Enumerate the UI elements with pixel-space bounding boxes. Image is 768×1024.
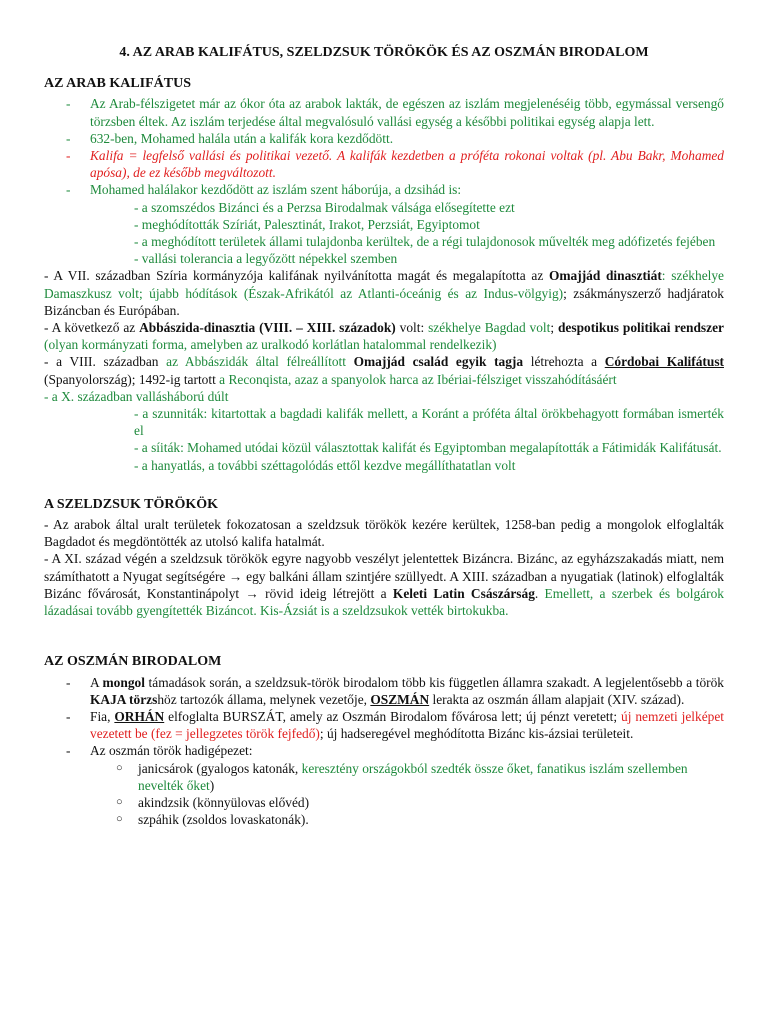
document-page — [44, 44, 724, 828]
bullet-item — [44, 794, 724, 811]
text-run: A — [90, 674, 103, 690]
section-heading-arab: AZ ARAB KALIFÁTUS — [44, 76, 192, 92]
text-run: elfoglalta BURSZÁT, amely az Oszmán Birodalom fővárosa lett; új pénzt veretett; — [164, 708, 621, 724]
paragraph-text: Kalifa = legfelső vallási és politikai vezető. A kalifák kezdetben a próféta rokonai voltak (pl. Abu Bakr, Mohamed apósa), de ez később megváltozott. — [90, 148, 724, 181]
text-run: Fia, — [90, 708, 115, 724]
text-run: - A következő az — [44, 320, 140, 336]
text-run: (olyan kormányzati forma, amelyben az uralkodó korlátlan hatalommal rendelkezik) — [44, 337, 497, 353]
dash-marker: - — [66, 182, 71, 198]
bullet-text — [138, 760, 724, 794]
paragraph — [44, 353, 724, 387]
text-run: (fez = jellegzetes török fejfedő) — [147, 726, 320, 742]
dash-marker: - — [66, 708, 71, 724]
sub-item: - vallási tolerancia a legyőzött népekkel szemben — [134, 251, 398, 267]
bold-term: Omajjád család egyik tagja — [345, 354, 524, 370]
text-run: ) — [209, 777, 215, 793]
circle-bullet-icon: ○ — [116, 761, 123, 774]
text-run: Emellett, a szerbek és bolgárok lázadásai tovább gyengítették Bizáncot. Kis-Ázsiát is a szeldzsukok vették birtokukba. — [44, 585, 724, 619]
text-run: - a VIII. században — [44, 354, 167, 370]
bold-term: Keleti Latin Császárság — [392, 585, 535, 601]
text-run: ; új hadseregével meghódította Bizánc kis-ázsiai területeit. — [319, 726, 634, 742]
text-run: . — [534, 585, 545, 601]
dash-marker: - — [66, 148, 71, 164]
text-run: - A VII. században Szíria kormányzója kalifának nyilvánította magát és megalapította az — [44, 268, 549, 284]
text-run: székhelye Bagdad volt — [428, 320, 551, 336]
list-item — [44, 708, 724, 742]
text-run: új nemzeti jelképet vezetett be — [90, 708, 724, 742]
sub-item: - a síiták: Mohamed utódai közül választottak kalifát és Egyiptomban megalapították a Fátimidák Kalifátusát. — [134, 440, 722, 456]
text-run: ; zsákmányszerző hadjáratok Bizáncban és Európában. — [44, 285, 724, 318]
list-item — [44, 95, 724, 129]
bold-term: mongol — [102, 674, 145, 690]
text-run: támadások során, a szeldzsuk-török birodalom több kis független államra szakadt. A legjelentősebb a török — [144, 674, 725, 690]
bold-term: OSZMÁN — [370, 691, 430, 707]
bullet-item — [44, 760, 724, 794]
text-run: : székhelye Damaszkusz volt; újabb hódítások (Észak-Afrikától az Atlanti-óceánig és az Indus-völgyig) — [44, 268, 725, 301]
bold-term: KAJA törzs — [90, 691, 158, 707]
paragraph-text — [90, 674, 724, 708]
dash-marker: - — [66, 96, 71, 112]
paragraph: - a X. században vallásháború dúlt — [44, 388, 229, 404]
text-run: a Reconqista, azaz a spanyolok harca az Ibériai-félsziget visszahódításáért — [219, 371, 617, 387]
paragraph — [44, 267, 724, 319]
page-title: 4. AZ ARAB KALIFÁTUS, SZELDZSUK TÖRÖKÖK ÉS AZ OSZMÁN BIRODALOM — [119, 45, 649, 60]
paragraph: - Az arabok által uralt területek fokozatosan a szeldzsuk törökök kezére kerültek, 1258-ban pedig a mongolok elfoglalták Bagdadot és megdöntötték az utolsó kalifa hatalmát. — [44, 517, 724, 550]
section-heading-seljuk: A SZELDZSUK TÖRÖKÖK — [44, 496, 219, 512]
bold-term: ORHÁN — [114, 708, 165, 724]
paragraph-text: Az Arab-félszigetet már az ókor óta az arabok lakták, de egészen az iszlám megjelenéséig több, egymással versengő törzsben éltek. Az iszlám terjedése által megvalósuló vallási egység a későbbi politikai egység alapja lett. — [90, 96, 724, 129]
bold-term: Abbászida-dinasztia — [139, 320, 256, 336]
paragraph — [44, 550, 724, 619]
text-run: volt: — [395, 320, 429, 336]
text-run: az Abbászidák által félreállított — [166, 354, 346, 370]
dash-marker: - — [66, 130, 71, 146]
bold-term: Omajjád dinasztiát — [548, 268, 662, 284]
paragraph-text: 632-ben, Mohamed halála után a kalifák kora kezdődött. — [90, 130, 394, 146]
list-item — [44, 147, 724, 181]
circle-bullet-icon: ○ — [116, 795, 123, 808]
text-run: (Spanyolország); 1492-ig tartott — [44, 371, 220, 387]
list-item — [44, 181, 724, 198]
list-item — [44, 742, 724, 759]
text-run: létrehozta a — [523, 354, 605, 370]
sub-item: - a meghódított területek állami tulajdonba kerültek, de a régi tulajdonosok művelték meg adófizetés fejében — [134, 234, 716, 250]
list-item — [44, 674, 724, 708]
bold-term: despotikus politikai rendszer — [557, 320, 724, 336]
bold-term: (VIII. – XIII. századok) — [255, 320, 396, 336]
bullet-text: szpáhik (zsoldos lovaskatonák). — [138, 812, 309, 828]
bullet-text: akindzsik (könnyülovas elővéd) — [138, 794, 310, 810]
sub-item: - a szunniták: kitartottak a bagdadi kalifák mellett, a Koránt a próféta által örökbehagyott formában ismerték el — [134, 406, 724, 439]
sub-item: - a szomszédos Bizánci és a Perzsa Birodalmak válsága elősegítette ezt — [134, 199, 515, 215]
text-run: janicsárok (gyalogos katonák, — [138, 760, 302, 776]
bold-term: Córdobai Kalifátust — [604, 354, 724, 370]
text-run: höz tartozók állama, melynek vezetője, — [157, 691, 371, 707]
text-run: keresztény országokból szedték össze őket, fanatikus iszlám szellemben nevelték őket — [138, 760, 688, 793]
text-run: lerakta az oszmán állam alapjait (XIV. század). — [429, 691, 685, 707]
dash-marker: - — [66, 674, 71, 690]
section-heading-ottoman: AZ OSZMÁN BIRODALOM — [44, 654, 222, 670]
list-item — [44, 130, 724, 147]
paragraph-text: Mohamed halálakor kezdődött az iszlám szent háborúja, a dzsihád is: — [90, 182, 462, 198]
paragraph — [44, 319, 724, 353]
paragraph-text — [90, 708, 724, 742]
dash-marker: - — [66, 743, 71, 759]
circle-bullet-icon: ○ — [116, 813, 123, 826]
text-run: ; — [550, 320, 558, 336]
sub-item: - a hanyatlás, a további széttagolódás ettől kezdve megállíthatatlan volt — [134, 457, 516, 473]
paragraph-text: Az oszmán török hadigépezet: — [90, 743, 253, 759]
bullet-item — [44, 811, 724, 828]
sub-item: - meghódították Szíriát, Palesztinát, Irakot, Perzsiát, Egyiptomot — [134, 216, 480, 232]
text-run: - A XI. század végén a szeldzsuk törökök egyre nagyobb veszélyt jelentettek Bizáncra. Bizánc, az egyházszakadás miatt, nem számíthatott a Nyugat segítségére → egy balkáni állam szintjére szüllyedt. A XIII. században a nyugatiak (latinok) elfoglalták Bizánc fővárosát, Konstantinápolyt → rövid ideig létrejött a — [44, 551, 724, 601]
